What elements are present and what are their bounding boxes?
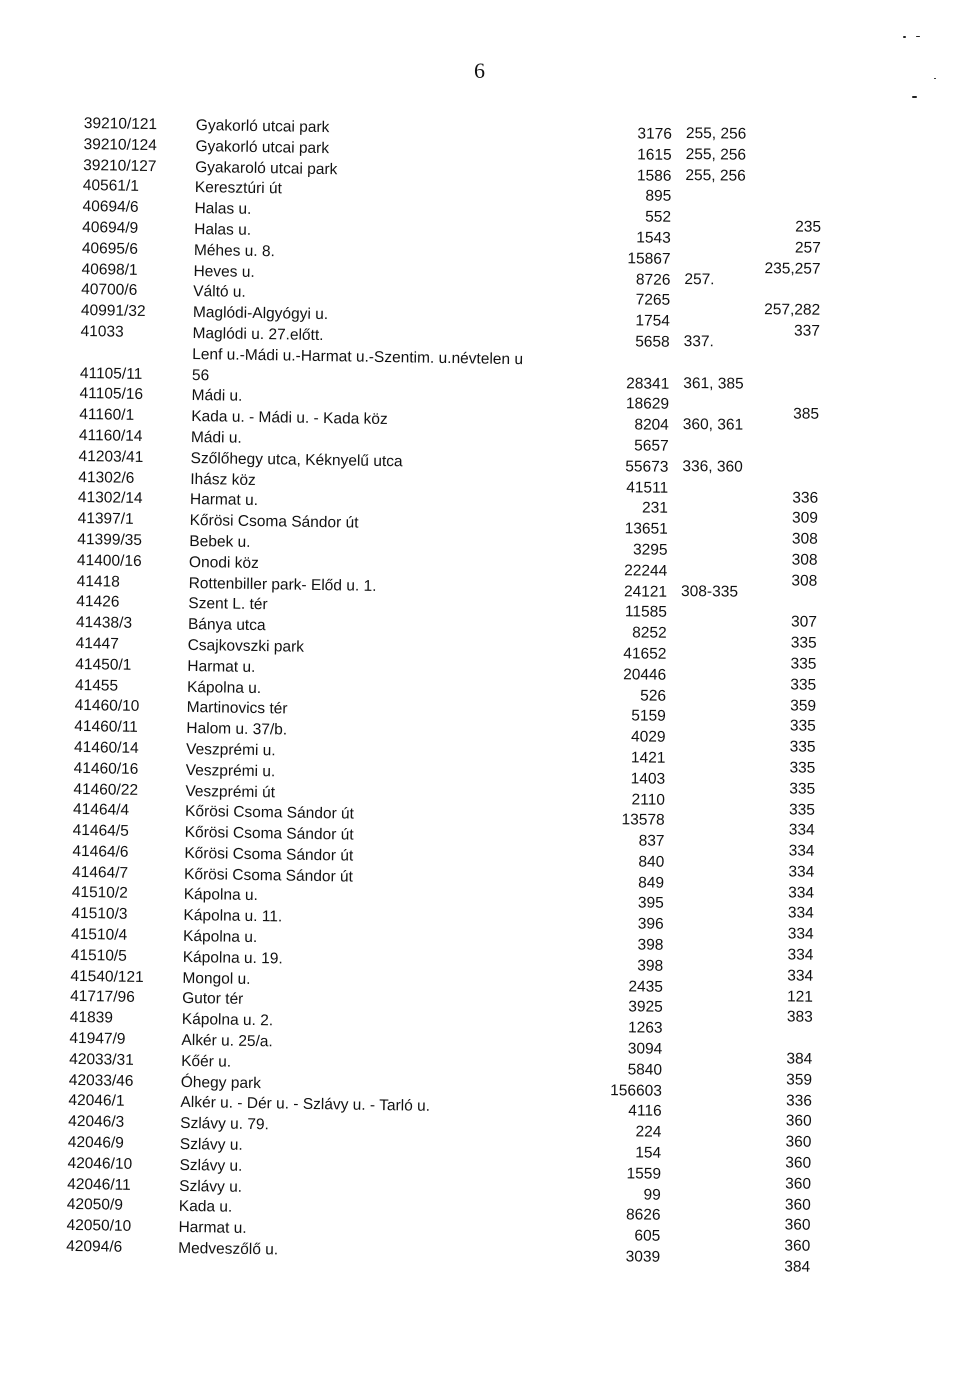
area-value: 840 (638, 853, 665, 871)
street-name: Kőér u. (181, 1052, 232, 1071)
code-value: 359 (786, 1071, 813, 1089)
street-name: Mádi u. (191, 387, 243, 406)
lot-number: 308-335 (681, 582, 739, 601)
parcel-number: 41510/2 (71, 884, 128, 903)
code-value (750, 280, 820, 302)
area-value: 3094 (627, 1040, 663, 1058)
code-value: 335 (790, 655, 817, 673)
street-name: Ihász köz (190, 470, 256, 489)
street-name: Méhes u. 8. (193, 241, 276, 261)
parcel-number: 41447 (75, 634, 119, 653)
street-name: Veszprémi u. (185, 761, 276, 781)
parcel-number: 41717/96 (69, 988, 135, 1007)
code-value: 359 (790, 696, 817, 715)
parcel-number: 41418 (76, 572, 120, 591)
parcel-number: 41302/14 (77, 489, 143, 508)
street-name: Kada u. - Mádi u. - Kada köz (191, 408, 388, 429)
street-name: Szent L. tér (188, 595, 268, 614)
code-value: 360 (785, 1112, 812, 1131)
lot-number (685, 228, 746, 249)
parcel-number: 42046/9 (67, 1133, 125, 1152)
area-value: 3295 (632, 541, 668, 559)
street-name: Kápolna u. 2. (181, 1011, 274, 1030)
parcel-number: 41510/3 (71, 905, 128, 924)
parcel-number: 42050/10 (66, 1217, 132, 1236)
code-value: 335 (789, 780, 816, 798)
area-value: 1559 (626, 1165, 662, 1183)
lot-number (681, 561, 742, 582)
area-value: 4029 (631, 728, 666, 746)
parcel-number: 41460/16 (73, 759, 139, 778)
parcel-number: 41464/4 (72, 801, 130, 820)
street-name: Maglódi-Algyógyi u. (192, 304, 329, 324)
code-value: 334 (788, 842, 815, 860)
lot-number (683, 353, 744, 374)
lot-number: 257. (684, 270, 715, 288)
area-value: 5658 (635, 333, 670, 351)
area-value: 8252 (632, 624, 667, 642)
parcel-number: 42033/31 (69, 1050, 134, 1069)
parcel-number: 40698/1 (81, 260, 138, 279)
area-value: 395 (637, 894, 664, 913)
parcel-number: 40694/9 (82, 218, 139, 237)
area-value: 552 (645, 208, 672, 226)
area-value: 2435 (628, 978, 664, 996)
lot-number (681, 540, 742, 561)
parcel-number: 40694/6 (82, 198, 139, 217)
lot-number (682, 478, 743, 499)
parcel-number: 41460/10 (74, 697, 140, 716)
area-value: 8726 (635, 270, 671, 289)
area-value (597, 353, 669, 375)
area-value: 55673 (625, 458, 669, 476)
area-value: 1543 (636, 229, 671, 247)
code-value: 385 (793, 405, 820, 424)
lot-number (682, 498, 743, 519)
area-value: 13651 (624, 520, 668, 538)
area-value: 3925 (628, 998, 663, 1017)
area-value: 1403 (630, 770, 666, 788)
code-value (750, 342, 820, 364)
parcel-number: 40700/6 (81, 281, 138, 300)
street-name: Gyakorló utcai park (195, 137, 330, 157)
parcel-number: 39210/127 (83, 156, 157, 175)
scan-speck (934, 78, 936, 79)
area-column (588, 124, 672, 1269)
street-name: Bánya utca (187, 616, 266, 635)
parcel-number: 41450/1 (75, 655, 132, 674)
area-value: 837 (638, 832, 665, 850)
parcel-number: 41510/4 (70, 925, 128, 944)
parcel-number: 41464/5 (72, 822, 129, 840)
code-value: 257 (794, 239, 821, 257)
code-value (752, 134, 822, 156)
code-value: 334 (787, 967, 814, 985)
code-value: 308 (791, 572, 818, 590)
code-value: 235 (795, 218, 822, 236)
parcel-number: 41455 (74, 676, 119, 695)
parcel-number: 40695/6 (81, 239, 139, 258)
area-value: 156603 (610, 1081, 662, 1100)
lot-number: 360, 361 (682, 416, 744, 434)
street-name: Kőrösi Csoma Sándor út (184, 803, 355, 823)
area-value: 20446 (623, 665, 667, 684)
street-name: Maglódi u. 27.előtt. (192, 324, 324, 344)
code-value (748, 467, 818, 489)
scan-speck (903, 36, 906, 38)
parcel-number: 41460/14 (73, 738, 139, 757)
parcel-number: 42094/6 (66, 1237, 123, 1256)
street-name: Kápolna u. 11. (183, 907, 283, 926)
lot-number: 255, 256 (685, 124, 747, 143)
street-name: Heves u. (193, 262, 255, 281)
area-value: 4116 (628, 1102, 662, 1121)
area-value: 605 (634, 1227, 661, 1245)
street-name: Szlávy u. (179, 1177, 243, 1196)
area-value: 398 (637, 957, 664, 975)
street-name: Mádi u. (190, 428, 242, 447)
code-value (749, 425, 819, 447)
code-value: 235,257 (764, 259, 821, 278)
area-value: 41652 (623, 645, 667, 663)
street-name: Medveszőlő u. (178, 1239, 279, 1259)
page-number: 6 (474, 58, 485, 83)
code-value: 360 (785, 1175, 812, 1193)
scan-speck (912, 96, 917, 98)
area-value: 8626 (626, 1206, 661, 1225)
code-value: 335 (789, 759, 816, 777)
street-name: Mongol u. (182, 969, 251, 988)
street-name: Harmat u. (187, 657, 256, 676)
parcel-number: 41460/22 (73, 780, 139, 799)
code-value: 384 (784, 1258, 811, 1276)
parcel-number: 42046/1 (68, 1092, 125, 1111)
code-value: 335 (790, 676, 817, 694)
parcel-number: 41160/1 (79, 406, 135, 424)
code-value (747, 592, 817, 614)
street-name: Kápolna u. 19. (182, 948, 283, 968)
area-value: 849 (638, 874, 665, 892)
area-value: 24121 (623, 582, 668, 601)
street-name: Szlávy u. 79. (180, 1115, 270, 1134)
code-value (751, 176, 821, 198)
parcel-number: 41540/121 (70, 967, 144, 986)
area-value: 18629 (625, 395, 670, 414)
area-value: 3176 (637, 125, 672, 143)
street-name: Kőrösi Csoma Sándor út (184, 844, 354, 865)
code-value: 335 (789, 717, 816, 736)
lot-number: 337. (683, 332, 714, 351)
area-value: 28341 (626, 374, 670, 393)
code-value: 337 (793, 322, 821, 340)
code-value: 335 (790, 634, 817, 652)
lot-number-column (681, 124, 746, 603)
parcel-number: 41160/14 (78, 426, 143, 445)
parcel-number: 41033 (80, 322, 124, 341)
parcel-number: 42046/3 (68, 1113, 125, 1132)
code-value: 121 (787, 988, 814, 1006)
lot-number: 255, 256 (685, 166, 746, 185)
street-name: Kápolna u. (182, 927, 258, 947)
parcel-number: 39210/121 (83, 114, 158, 134)
code-column (740, 134, 822, 1278)
street-name: Csajkovszki park (187, 636, 305, 656)
street-name: Veszprémi út (185, 782, 276, 801)
area-value: 5840 (627, 1061, 663, 1079)
parcel-number: 39210/124 (83, 135, 157, 154)
street-name: Gutor tér (181, 990, 244, 1009)
parcel-number: 41464/6 (72, 842, 129, 861)
code-value: 334 (787, 925, 814, 943)
street-name: Lenf u.-Mádi u.-Harmat u.-Szentim. u.névtelen u (192, 345, 524, 368)
area-value: 2110 (631, 790, 666, 809)
area-value: 1586 (636, 166, 672, 185)
lot-number (682, 519, 743, 540)
area-value: 5159 (631, 707, 666, 726)
parcel-number: 41839 (69, 1009, 114, 1027)
parcel-number: 41105/11 (79, 364, 143, 383)
code-value: 360 (785, 1133, 812, 1151)
code-value (742, 1028, 812, 1050)
code-value: 334 (787, 946, 814, 964)
code-value: 334 (788, 821, 815, 839)
parcel-number: 42050/9 (66, 1196, 124, 1215)
area-value: 895 (645, 187, 672, 206)
area-value: 154 (635, 1144, 662, 1162)
area-value: 396 (637, 915, 664, 933)
code-value: 384 (786, 1050, 813, 1068)
parcel-number: 40991/32 (80, 302, 146, 321)
street-name: Keresztúri út (194, 179, 283, 198)
code-value: 307 (790, 613, 817, 632)
street-name: Kápolna u. (186, 678, 262, 697)
lot-number (683, 394, 744, 415)
area-value: 526 (640, 686, 667, 705)
parcel-number: 41426 (76, 593, 120, 611)
street-name: Szlávy u. (179, 1135, 243, 1154)
scan-speck (916, 36, 920, 37)
area-value: 22244 (624, 562, 668, 580)
lot-number (685, 186, 746, 207)
code-value: 257,282 (764, 301, 821, 320)
code-value: 336 (792, 488, 819, 507)
street-name: Onodi köz (188, 553, 259, 572)
code-value: 335 (789, 738, 816, 756)
street-name: Halas u. (194, 200, 252, 219)
street-name: Gyakaroló utcai park (195, 158, 338, 178)
area-value: 11585 (624, 603, 667, 622)
area-value: 231 (642, 499, 669, 518)
street-name: Kőrösi Csoma Sándor út (189, 512, 359, 532)
area-value: 99 (643, 1186, 661, 1204)
code-value (749, 363, 819, 385)
street-name-column (178, 116, 527, 1265)
parcel-number: 41397/1 (77, 510, 134, 528)
lot-number: 255, 256 (685, 145, 747, 164)
street-name: Szlávy u. (179, 1156, 243, 1175)
parcel-number: 41203/41 (78, 447, 144, 466)
street-name: Óhegy park (180, 1073, 262, 1092)
area-value: 41511 (626, 478, 669, 497)
street-name: Alkér u. - Dér u. - Szlávy u. - Tarló u. (180, 1094, 431, 1116)
code-value: 335 (788, 800, 816, 819)
code-value: 360 (784, 1237, 811, 1255)
parcel-number: 41464/7 (71, 863, 129, 882)
street-name: Harmat u. (189, 491, 259, 510)
area-value: 13578 (621, 811, 665, 830)
lot-number (684, 311, 745, 332)
street-name: 56 (191, 366, 210, 384)
code-value (749, 446, 819, 468)
parcel-number: 41105/16 (79, 385, 144, 404)
area-value: 1754 (635, 312, 671, 330)
lot-number (684, 249, 745, 270)
parcel-number: 41302/6 (78, 468, 135, 487)
parcel-number: 40561/1 (82, 177, 140, 196)
street-name: Halas u. (194, 220, 252, 239)
street-name: Rottenbiller park- Előd u. 1. (188, 574, 377, 595)
code-value (752, 155, 822, 177)
parcel-number: 41947/9 (69, 1029, 126, 1048)
code-value: 334 (788, 884, 815, 902)
area-value: 5657 (634, 437, 669, 455)
code-value: 383 (786, 1008, 813, 1027)
street-name: Gyakorló utcai park (195, 116, 330, 137)
code-value: 360 (785, 1154, 812, 1172)
lot-number (684, 290, 745, 311)
area-value: 7265 (635, 291, 671, 310)
code-value: 334 (787, 904, 814, 923)
street-name: Martinovics tér (186, 699, 288, 718)
street-name: Szőlőhegy utca, Kéknyelű utca (190, 449, 403, 471)
parcel-number: 41438/3 (75, 614, 133, 632)
area-value: 15867 (627, 250, 671, 268)
area-value: 398 (637, 936, 664, 954)
parcel-number: 41400/16 (76, 551, 142, 570)
code-value: 360 (784, 1216, 811, 1235)
street-name: Kőrösi Csoma Sándor út (184, 824, 354, 844)
area-value: 1263 (627, 1019, 663, 1037)
parcel-number (80, 343, 154, 365)
code-value: 308 (791, 530, 818, 548)
area-value: 224 (635, 1123, 662, 1141)
area-value: 1421 (630, 749, 666, 767)
lot-number (685, 207, 746, 228)
code-value: 334 (788, 863, 815, 881)
parcel-number: 41460/11 (74, 718, 139, 737)
code-value: 336 (785, 1092, 812, 1110)
parcel-number: 42046/10 (67, 1154, 133, 1173)
street-name: Alkér u. 25/a. (181, 1031, 273, 1051)
parcel-number: 41510/5 (70, 946, 127, 965)
parcel-number: 42033/46 (68, 1071, 134, 1090)
code-value: 309 (792, 509, 819, 528)
street-name: Kőrösi Csoma Sándor út (183, 865, 354, 886)
lot-number: 336, 360 (682, 457, 743, 476)
street-name: Kada u. (178, 1198, 233, 1217)
code-value: 360 (784, 1196, 811, 1214)
lot-number (683, 436, 744, 457)
street-name: Bebek u. (189, 532, 251, 551)
street-name: Kápolna u. (183, 886, 259, 905)
lot-number: 361, 385 (683, 374, 744, 393)
code-value (751, 196, 821, 218)
street-name: Harmat u. (178, 1219, 247, 1238)
area-value: 1615 (637, 146, 672, 164)
parcel-number-column (66, 114, 157, 1259)
area-value: 8204 (634, 416, 669, 434)
parcel-number: 42046/11 (67, 1175, 131, 1194)
code-value (749, 384, 819, 406)
code-value: 308 (791, 551, 818, 569)
street-name: Halom u. 37/b. (186, 720, 288, 739)
street-name: Veszprémi u. (185, 740, 276, 760)
area-value: 3039 (625, 1248, 661, 1266)
street-name: Váltó u. (193, 283, 246, 302)
parcel-number: 41399/35 (77, 530, 143, 549)
